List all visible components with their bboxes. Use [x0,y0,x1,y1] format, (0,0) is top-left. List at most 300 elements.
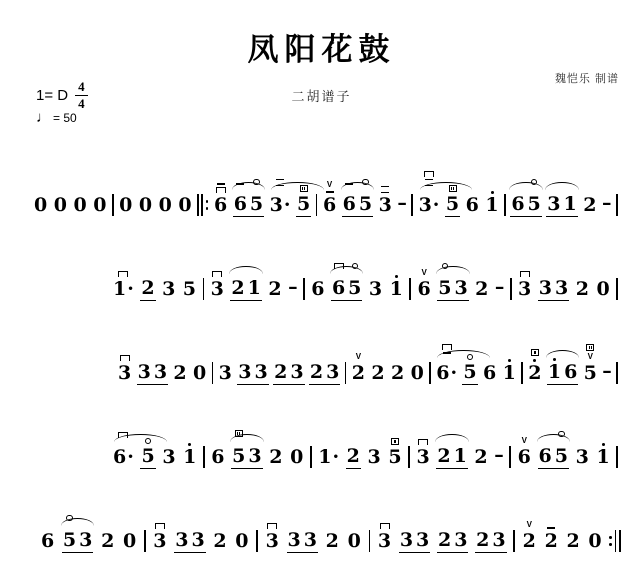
digit-glyph: 1 [596,446,610,468]
digit-group [182,280,197,301]
note [575,448,590,469]
barline [310,446,312,468]
quarter-note-icon: ♩ [36,109,51,126]
score-title: 凤阳花鼓 [247,32,396,67]
note [377,523,392,553]
slur [229,266,262,274]
digit-glyph: 6 [211,446,225,468]
beamed-group [436,447,467,469]
beamed-group [174,531,205,553]
note-digit [139,196,152,215]
barline [409,278,411,300]
note [436,447,467,469]
digit-glyph: 3 [290,361,304,383]
digit-glyph: 3 [191,529,205,551]
digit-glyph: 5 [358,193,373,215]
note [265,523,280,553]
note-digit [254,363,267,382]
open-string-icon [467,354,474,361]
barline [212,362,214,384]
digit-glyph: 3 [248,445,262,467]
beamed-group [137,363,168,385]
note [325,532,340,553]
note [40,532,55,553]
digit-glyph: 3 [265,530,279,552]
digit-glyph: 3 [210,278,224,300]
digit-glyph: 2 [173,362,187,384]
note-digit [388,438,401,467]
note [231,430,262,469]
score-line-5 [0,486,643,570]
digit-glyph: 5 [62,529,77,551]
duration-dash: – [397,192,407,214]
digit-glyph: 2 [325,530,339,552]
tempo-value: = 50 [53,110,77,125]
digit-group [289,448,304,469]
digit-glyph: 5 [527,193,541,215]
score-line-3 [0,318,643,402]
finger-4-icon [449,185,457,192]
note-digit [378,523,391,551]
beamed-group [140,438,155,470]
beamed-group [538,279,569,301]
note-digit [518,437,531,467]
digit-group [527,349,542,385]
note-digit [545,527,558,551]
note-digit [54,196,67,215]
finger-4-icon [300,185,308,192]
note-digit [528,349,541,383]
key-text: 1= D [36,86,69,104]
note-digit [419,171,440,215]
note-digit [173,364,186,383]
note-digit [183,443,196,467]
digit-glyph: 1 [547,361,562,383]
digit-glyph: 0 [588,530,602,552]
open-string-icon [145,438,152,445]
down-bow-icon [216,187,226,193]
barline [504,194,506,216]
note-digit [141,279,154,298]
note [210,271,225,301]
note [417,269,432,301]
digit-group [210,271,225,301]
slur [435,434,468,442]
finger-4-icon [391,438,399,445]
digit-glyph: 3· [418,194,440,216]
bowing-fingering-marks [531,349,539,356]
digit-glyph: 1 [389,278,403,300]
down-bow-icon [155,523,165,529]
digit-glyph: 1 [453,445,467,467]
note [547,358,578,385]
note-digit [539,447,552,466]
digit-group [218,364,233,385]
bowing-fingering-marks [267,523,277,529]
digit-glyph: 2 [474,446,488,468]
note-digit [596,443,609,467]
note-digit [418,269,431,299]
note-digit [304,531,317,550]
digit-group [370,364,385,385]
note-digit [548,358,561,382]
digit-glyph: 0 [178,194,192,216]
note-digit [141,438,154,467]
digit-glyph: 6· [113,446,134,468]
note-digit [417,439,430,467]
barline [513,530,515,552]
barline [112,194,114,216]
note-digit [154,363,167,382]
note [210,448,225,469]
beamed-group [346,447,361,469]
beamed-group [399,531,430,553]
digit-glyph: 1 [563,193,577,215]
digit-glyph: 6 [511,193,525,215]
note [273,363,304,385]
digit-group [138,196,153,217]
tempo-marking [36,110,77,125]
note [527,349,542,385]
note [218,364,233,385]
digit-group [517,437,532,469]
note [582,196,597,217]
digit-glyph: 6 [331,277,346,299]
note [137,363,168,385]
digit-glyph: 3 [137,361,151,383]
digit-glyph: 3 [153,530,167,552]
beamed-group [309,363,340,385]
note-digit [101,532,114,551]
note-digit [159,196,172,215]
digit-glyph: 6 [342,193,356,215]
slur [230,434,263,442]
digit-glyph: 3 [555,277,569,299]
note [351,353,366,385]
note-digit [454,279,467,298]
note-digit [248,447,261,466]
digit-group [347,532,362,553]
digit-group [387,438,402,469]
digit-glyph: 1 [183,446,197,468]
digit-glyph: 5 [249,193,264,215]
digit-glyph: 3 [162,278,176,300]
note [370,364,385,385]
down-bow-icon [120,355,130,361]
note [212,532,227,553]
digit-glyph: 0 [119,194,133,216]
duration-dash: – [602,360,612,382]
digit-glyph: 3 [367,446,381,468]
note-digit [123,532,136,551]
note [118,196,133,217]
note-digit [231,279,244,298]
digit-glyph: 6 [322,194,337,216]
digit-group [117,355,132,385]
barline [510,278,512,300]
note-digit [138,363,151,382]
bowing-fingering-marks [547,527,555,529]
repeat-dots [206,200,209,210]
note [172,364,187,385]
note-digit [235,532,248,551]
digit-glyph: 2 [274,361,288,383]
barline [616,278,618,300]
note-digit [191,531,204,550]
note [367,448,382,469]
digit-group [92,196,107,217]
digit-glyph: 2 [390,362,405,384]
note-digit [588,532,601,551]
digit-group [575,280,590,301]
note-digit [368,448,381,467]
note-digit [371,364,384,383]
beamed-group [296,185,311,217]
note-digit [326,363,339,382]
bowing-fingering-marks [522,437,527,445]
bowing-fingering-marks [449,185,457,192]
score-subtitle: 二胡谱子 [291,89,352,104]
digit-group [325,532,340,553]
beamed-group [546,195,577,217]
digit-glyph: 6 [538,445,552,467]
down-bow-icon [212,271,222,277]
digit-glyph: 5 [232,445,246,467]
slur [436,266,469,274]
note-digit [547,195,560,214]
digit-group [192,364,207,385]
digit-group [234,532,249,553]
digit-glyph: 6 [417,278,431,300]
bowing-fingering-marks [520,271,530,277]
digit-glyph: 6 [564,361,578,383]
note-digit [596,280,609,299]
note [287,531,318,553]
finger-1-icon [326,191,334,193]
down-bow-icon [267,523,277,529]
note-digit [446,185,459,214]
barline [411,194,413,216]
note-digit [466,196,479,215]
digit-glyph: 6 [41,530,55,552]
digit-glyph: 5 [388,446,402,468]
beamed-group [273,363,304,385]
digit-glyph: 3 [326,361,340,383]
note [161,280,176,301]
digit-glyph: 0 [290,446,304,468]
barline [369,530,371,552]
note [538,431,569,470]
digit-glyph: 2 [475,278,489,300]
digit-group [177,196,192,217]
note [310,280,325,301]
digit-glyph: 2 [101,530,115,552]
digit-glyph: 0 [410,362,424,384]
augmentation-dot: · [283,194,291,216]
bowing-fingering-marks [326,181,334,193]
note-digit [288,531,301,550]
slur [545,182,578,190]
barline [256,530,258,552]
digit-glyph: 3 [79,529,93,551]
barline [408,446,410,468]
slur [546,350,579,358]
digit-group [267,280,282,301]
digit-glyph: 2 [231,277,245,299]
note-digit [564,363,577,382]
digit-group [182,443,197,469]
note [237,363,268,385]
note [378,186,393,217]
note-digit [584,344,597,383]
note-digit [352,353,365,383]
bowing-fingering-marks [586,344,594,361]
note-digit [583,196,596,215]
digit-group [583,344,598,385]
note-digit [463,354,476,383]
note-digit [297,185,310,214]
note-digit [485,191,498,215]
note [347,532,362,553]
digit-glyph: 6 [213,194,228,216]
digit-group [474,280,489,301]
digit-glyph: 1· [318,446,340,468]
beamed-group [547,358,578,385]
note-digit [266,523,279,551]
beamed-group [475,531,506,553]
digit-glyph: 0 [193,362,207,384]
digit-group [595,280,610,301]
note [368,280,383,301]
note-digit [391,364,404,383]
digit-glyph: 1 [502,362,516,384]
up-bow-icon: V [521,436,527,445]
up-bow-icon: V [526,520,532,529]
note-digit [323,181,336,215]
digit-glyph: 5 [445,193,460,215]
note-digit [175,531,188,550]
note [174,531,205,553]
note-digit [274,363,287,382]
digit-group [172,364,187,385]
note [140,279,155,301]
digit-glyph: 2 [437,529,452,551]
finger-4-icon [531,349,539,356]
barline [345,362,347,384]
digit-glyph: 3 [238,361,252,383]
repeat-close-sign [609,530,620,552]
note [62,515,93,554]
digit-glyph: 6 [233,193,247,215]
digit-glyph: 3 [399,529,414,551]
time-signature [75,80,88,110]
digit-glyph: 5 [182,278,197,300]
digit-group [122,532,137,553]
digit-group [53,196,68,217]
repeat-open-sign [197,194,208,216]
down-bow-icon [424,171,434,177]
time-numerator: 4 [75,80,88,96]
note-digit [476,531,489,550]
note-digit [119,196,132,215]
note-digit [118,355,131,383]
digit-glyph: 2 [528,362,542,384]
note [544,527,559,553]
note [473,448,488,469]
note-digit [213,532,226,551]
note-digit [518,271,531,299]
digit-glyph: 0 [73,194,87,216]
note [53,196,68,217]
bowing-fingering-marks [145,438,152,445]
digit-glyph: 3 [454,529,468,551]
digit-group [317,448,340,469]
note-digit [475,280,488,299]
digit-glyph: 3 [287,529,301,551]
barline [203,278,205,300]
note [387,438,402,469]
note-digit [268,280,281,299]
digit-glyph: 2 [544,530,558,552]
digit-glyph: 5 [438,277,452,299]
duration-dash: – [288,276,298,298]
digit-glyph: 0 [123,530,137,552]
barline [616,446,618,468]
barline [429,362,431,384]
digit-group [72,196,87,217]
note [100,532,115,553]
digit-glyph: 2 [583,194,597,216]
note-digit [347,447,360,466]
down-bow-icon [118,271,128,277]
note-digit [248,279,261,298]
note-digit [567,532,580,551]
digit-group [544,527,559,553]
barline [509,446,511,468]
note-digit [503,359,516,383]
augmentation-dot: · [432,194,440,216]
note-digit [178,196,191,215]
note-digit [113,271,134,299]
up-bow-icon: V [421,268,427,277]
digit-glyph: 3 [218,362,232,384]
digit-group [367,448,382,469]
digit-glyph: 0 [53,194,67,216]
note [92,196,107,217]
score-line-4 [0,402,643,486]
note [268,448,283,469]
note [517,437,532,469]
note [484,191,499,217]
barline [521,362,523,384]
digit-group [322,181,337,217]
note-digit [162,448,175,467]
note [595,280,610,301]
note-digit [348,532,361,551]
note-digit [454,531,467,550]
note [317,448,340,469]
note-digit [162,280,175,299]
note [177,196,192,217]
augmentation-dot: · [127,446,134,468]
duration-dash: – [601,192,612,214]
note-digit [269,448,282,467]
digit-group [265,523,280,553]
note [389,275,404,301]
digit-group [517,271,532,301]
digit-glyph: 3 [162,446,176,468]
digit-glyph: 1 [485,194,499,216]
